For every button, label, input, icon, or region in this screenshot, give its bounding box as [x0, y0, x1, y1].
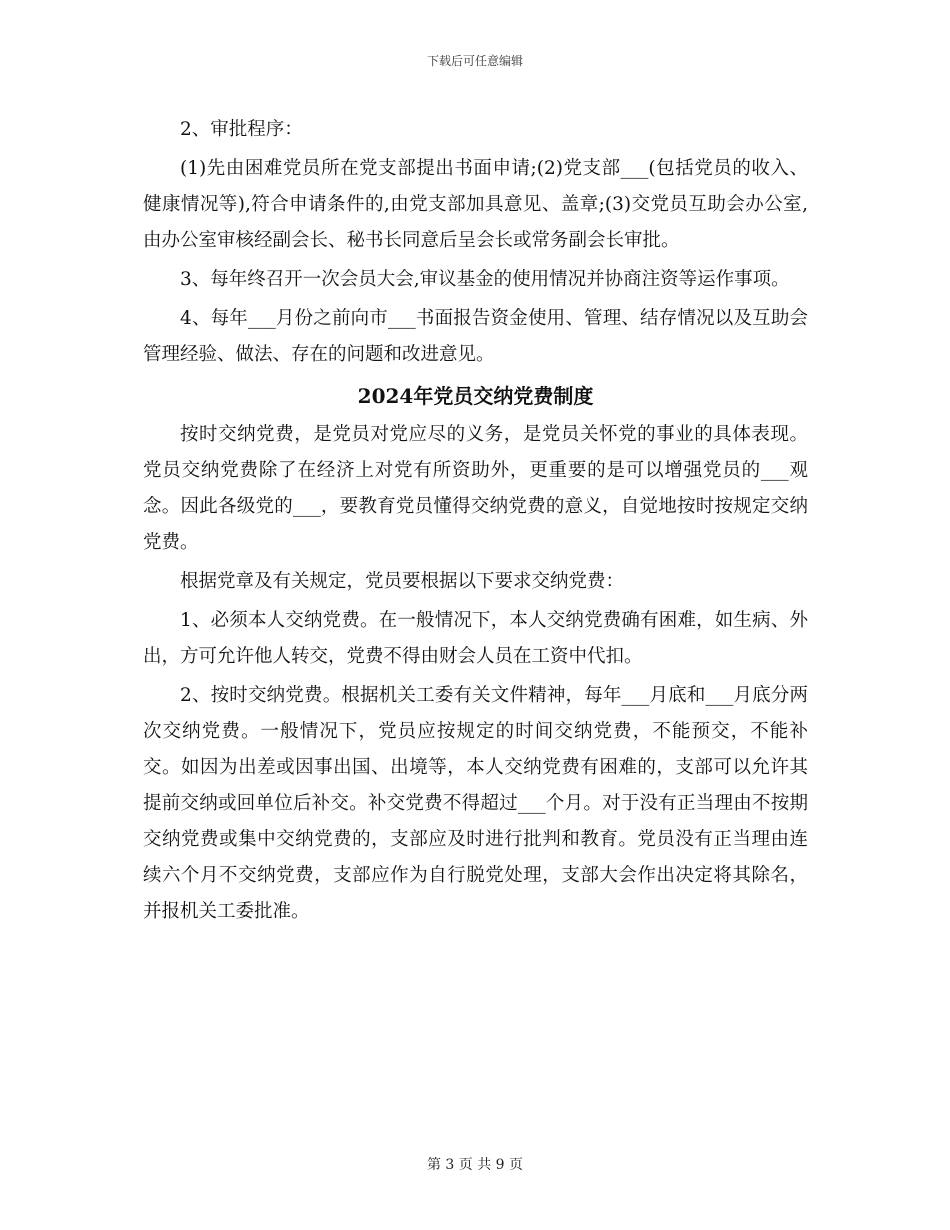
paragraph-approval-steps: (1)先由困难党员所在党支部提出书面申请;(2)党支部___(包括党员的收入、健康情况等),符合申请条件的,由党支部加具意见、盖章;(3)交党员互助会办公室,由办公室审核经副会长、秘书长同意后呈会长或常务副会长审批。: [143, 158, 808, 251]
document-body: [143, 112, 808, 933]
paragraph-requirements-lead: 根据党章及有关规定，党员要根据以下要求交纳党费：: [180, 571, 625, 592]
section-title: 2024年党员交纳党费制度: [357, 384, 594, 408]
paragraph-annual-report: 4、每年___月份之前向市___书面报告资金使用、管理、结存情况以及互助会管理经验、做法、存在的问题和改进意见。: [143, 308, 808, 365]
paragraph-intro: 按时交纳党费，是党员对党应尽的义务，是党员关怀党的事业的具体表现。党员交纳党费除了在经济上对党有所资助外，更重要的是可以增强党员的___观念。因此各级党的___，要教育党员懂得交纳党费的意义，自觉地按时按规定交纳党费。: [143, 424, 808, 553]
paragraph-approval-heading: 2、审批程序：: [180, 119, 303, 140]
page-header: 下载后可任意编辑: [426, 54, 523, 68]
paragraph-rule-2: 2、按时交纳党费。根据机关工委有关文件精神，每年___月底和___月底分两次交纳党费。一般情况下，党员应按规定的时间交纳党费，不能预交，不能补交。如因为出差或因事出国、出境等，本人交纳党费有困难的，支部可以允许其提前交纳或回单位后补交。补交党费不得超过___个月。对于没有正当理由不按期交纳党费或集中交纳党费的，支部应及时进行批判和教育。党员没有正当理由连续六个月不交纳党费，支部应作为自行脱党处理，支部大会作出决定将其除名，并报机关工委批准。: [143, 685, 808, 922]
paragraph-annual-meeting: 3、每年终召开一次会员大会,审议基金的使用情况并协商注资等运作事项。: [180, 269, 790, 290]
paragraph-rule-1: 1、必须本人交纳党费。在一般情况下，本人交纳党费确有困难，如生病、外出，方可允许他人转交，党费不得由财会人员在工资中代扣。: [143, 610, 808, 667]
page-number: 第 3 页 共 9 页: [426, 1157, 524, 1173]
